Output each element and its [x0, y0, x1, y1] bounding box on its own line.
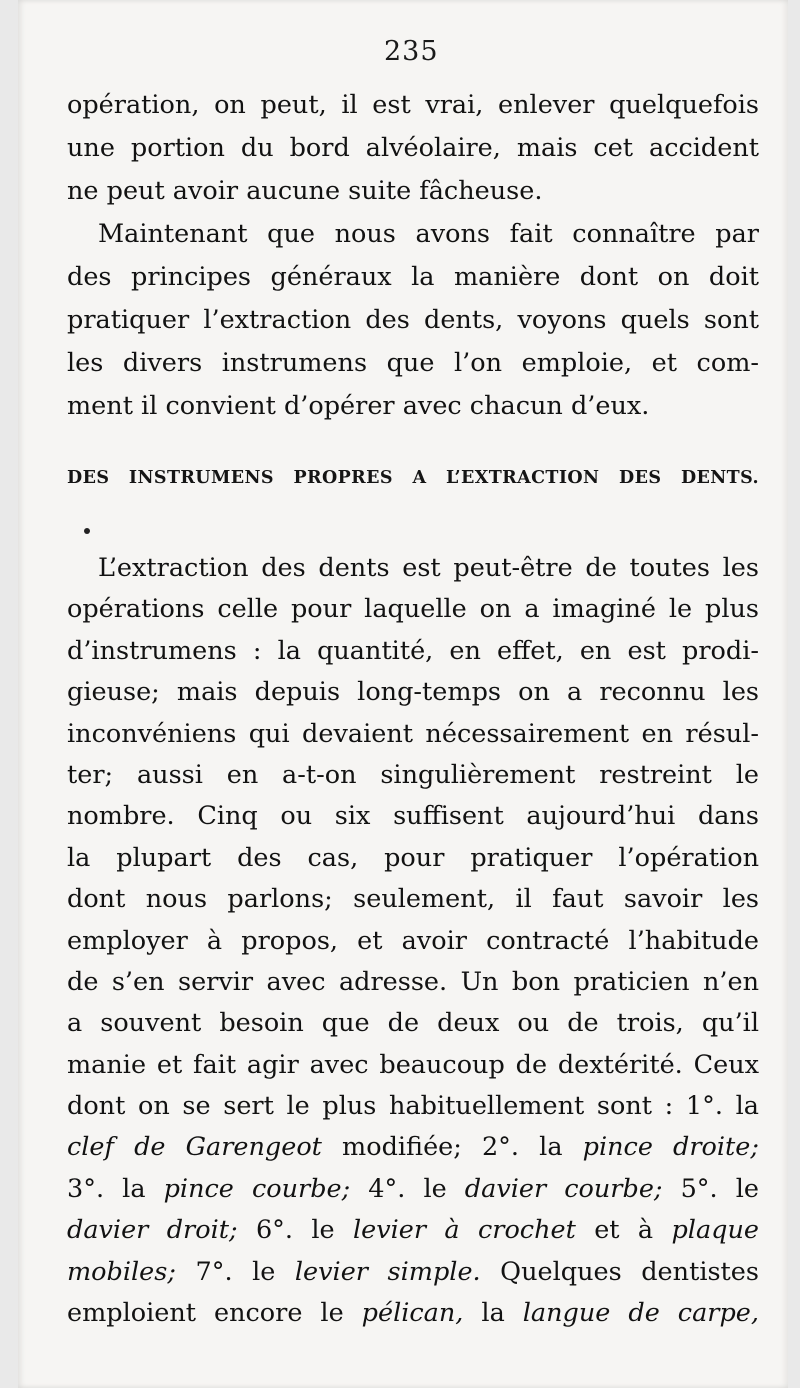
paragraph-continuation [67, 84, 759, 213]
instrument-name: davier droit; [67, 1215, 238, 1246]
text-line [67, 1169, 759, 1210]
instrument-name: pélican, [361, 1298, 464, 1329]
text-segment: 5°. le [662, 1173, 759, 1204]
text-segment: modifiée; 2°. la [321, 1132, 583, 1163]
text-line: a souvent besoin que de deux ou de trois, qu’il [67, 1008, 759, 1039]
text-segment: 6°. le [237, 1215, 353, 1246]
text-line: dont on se sert le plus habituellement sont : 1°. la [67, 1091, 759, 1122]
instrument-name: pince droite; [582, 1132, 759, 1163]
text-segment: emploient encore le [67, 1298, 362, 1329]
text-line: d’instrumens : la quantité, en effet, en est prodi- [67, 635, 759, 666]
instrument-name: davier courbe; [464, 1173, 663, 1204]
ink-speck [84, 528, 90, 534]
paragraph-transition [67, 213, 759, 428]
text-line: inconvéniens qui devaient nécessairement en résul- [67, 718, 759, 749]
paragraph-instruments [67, 548, 759, 1334]
instrument-name: plaque [671, 1215, 759, 1246]
page-number: 235 [384, 36, 439, 67]
text-line: des principes généraux la manière dont on doit [67, 262, 759, 292]
text-line: ne peut avoir aucune suite fâcheuse. [67, 176, 543, 206]
instrument-name: pince courbe; [163, 1173, 351, 1204]
text-segment: Quelques dentistes [480, 1256, 759, 1287]
text-line: les divers instrumens que l’on emploie, et com- [67, 348, 759, 378]
book-page [18, 0, 788, 1388]
text-line: ter; aussi en a-t-on singulièrement restreint le [67, 759, 759, 790]
text-line: ment il convient d’opérer avec chacun d’eux. [67, 391, 650, 421]
text-segment: la [463, 1298, 523, 1329]
text-segment: 7°. le [175, 1256, 295, 1287]
text-line: la plupart des cas, pour pratiquer l’opération [67, 842, 759, 873]
text-segment: 3°. la [67, 1173, 164, 1204]
text-line: opération, on peut, il est vrai, enlever quelquefois [67, 90, 759, 120]
text-line: L’extraction des dents est peut-être de toutes les [98, 553, 759, 583]
text-line: dont nous parlons; seulement, il faut savoir les [67, 884, 759, 915]
text-line: de s’en servir avec adresse. Un bon praticien n’en [67, 966, 759, 997]
instrument-name: levier simple. [294, 1256, 481, 1287]
text-line [67, 1252, 759, 1293]
instrument-name: langue de carpe, [522, 1298, 759, 1329]
text-line: une portion du bord alvéolaire, mais cet accident [67, 133, 759, 163]
text-line [67, 1127, 759, 1168]
text-line: employer à propos, et avoir contracté l’habitude [67, 925, 759, 956]
text-line [67, 1210, 759, 1251]
section-heading: DES INSTRUMENS PROPRES A L’EXTRACTION DES DENTS. [67, 468, 759, 488]
instrument-name: clef de Garengeot [67, 1132, 322, 1163]
text-line: manie et fait agir avec beaucoup de dextérité. Ceux [67, 1049, 759, 1080]
text-line: gieuse; mais depuis long-temps on a reconnu les [67, 677, 759, 708]
text-line: nombre. Cinq ou six suffisent aujourd’hui dans [67, 801, 759, 832]
instrument-name: levier à crochet [352, 1215, 576, 1246]
text-line: pratiquer l’extraction des dents, voyons quels sont [67, 305, 759, 335]
text-line: Maintenant que nous avons fait connaître par [98, 219, 759, 249]
text-line: opérations celle pour laquelle on a imaginé le plus [67, 594, 759, 625]
text-line [67, 1293, 759, 1334]
text-segment: et à [575, 1215, 672, 1246]
text-segment: 4°. le [350, 1173, 465, 1204]
instrument-name: mobiles; [67, 1256, 176, 1287]
